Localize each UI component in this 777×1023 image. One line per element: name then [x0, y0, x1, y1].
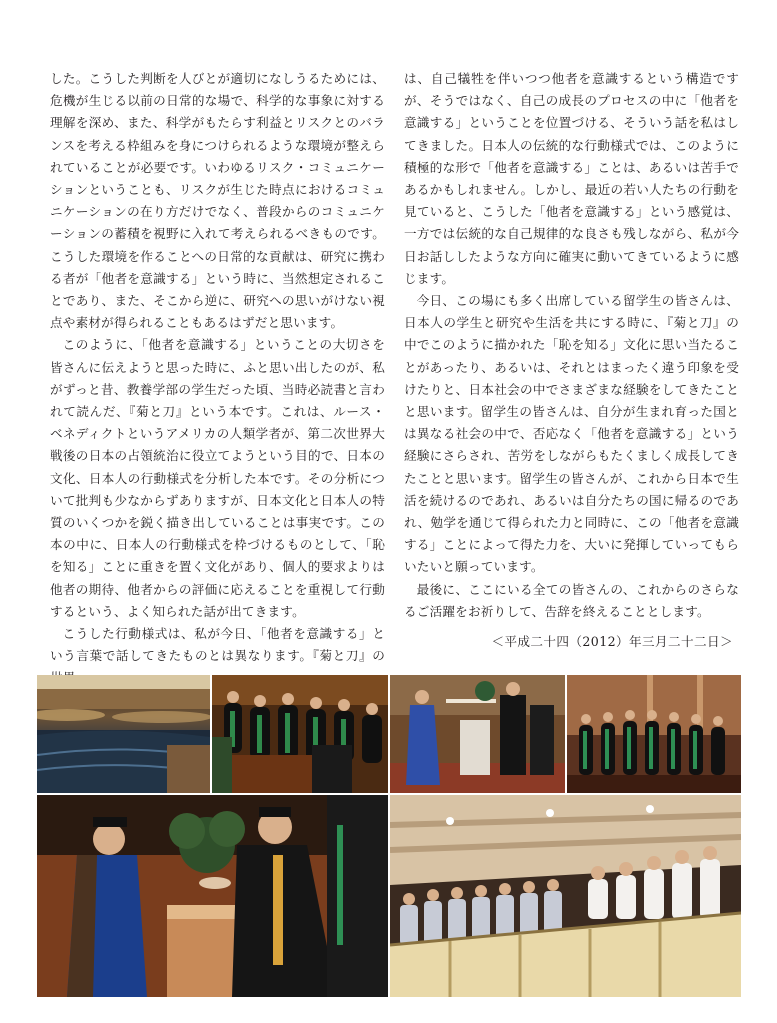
auditorium-hall-photo [37, 675, 210, 793]
paragraph: 今日、この場にも多く出席している留学生の皆さんは、日本人の学生と研究や生活を共にする時に、『菊と刀』の中でこのように描かれた「恥を知る」文化に思い当たることがあったり、あるいは、それとはまったく違う印象を受けたりと、日本社会の中でさまざまな経験をしてきたことと思います。留学生の皆さんは、自分が生まれ育った国とは異なる社会の中で、否応なく「他者を意識する」という経験にさらされ、苦労をしながらもたくましく成長してきたことと思います。留学生の皆さんが、これから日本で生活を続けるのであれ、あるいは自分たちの国に帰るのであれ、勉学を通じて得られた力と同時に、この「他者を意識する」ことによって得た力を、大いに発揮していってもらいたいと願っています。 [404, 293, 739, 575]
paragraph: このように、「他者を意識する」ということの大切さを皆さんに伝えようと思った時に、ふと思い出したのが、私がずっと昔、教養学部の学生だった頃、当時必読書と言われて読んだ、『菊と刀』という本です。これは、ルース・ベネディクトというアメリカの人類学者が、第二次世界大戦後の日本の占領統治に役立てようという目的で、日本の文化、日本人の行動様式を分析した本です。その分析について批判も少なからずありますが、日本文化と日本人の特質のいくつかを鋭く描き出していることは事実です。この本の中に、日本人の行動様式を枠づけるものとして、「恥を知る」ことに重きを置く文化があり、個人的要求よりは他者の期待、他者からの評価に応えることを重視して行動するという、よく知られた話が出てきます。 [50, 337, 385, 619]
article-left-column [50, 68, 385, 690]
paragraph: は、自己犠牲を伴いつつ他者を意識するという構造ですが、そうではなく、自己の成長のプロセスの中に「他者を意識する」ということを位置づける、そういう話を私はしてきました。日本人の伝統的な行動様式では、このように積極的な形で「他者を意識する」ことは、あるいは苦手であるかもしれません。しかし、最近の若い人たちの行動を見ていると、こうした「他者を意識する」という感覚は、一方では伝統的な自己規律的な良さも残しながら、私が今日お話ししたような方向に確実に動いてきているように感じます。 [404, 71, 739, 286]
speech-date: ＜平成二十四（2012）年三月二十二日＞ [491, 634, 733, 650]
paragraph: した。こうした判断を人びとが適切になしうるためには、危機が生じる以前の日常的な場で、科学的な事象に対する理解を深め、また、科学がもたらす利益とリスクとのバランスを考える枠組みを身につけられるような環境が整えられていることが必要です。いわゆるリスク・コミュニケーションということも、リスクが生じた時点におけるコミュニケーションの在り方だけでなく、普段からのコミュニケーションの蓄積を視野に入れて考えられるべきものです。こうした環境を作ることへの日常的な貢献は、研究に携わる者が「他者を意識する」という時に、当然想定されることであり、また、そこから逆に、研究への思いがけない視点や素材が得られることもあるはずだと思います。 [50, 71, 385, 331]
faculty-standing-row-photo [567, 675, 741, 793]
article-right-column [404, 68, 739, 653]
diploma-handover-photo [390, 675, 565, 793]
photo-collage [37, 675, 741, 997]
paragraph: こうした行動様式は、私が今日、「他者を意識する」という言葉で話してきたものとは異なります。『菊と刀』の [50, 626, 385, 664]
paragraph: 最後に、ここにいる全ての皆さんの、これからのさらなるご活躍をお祈りして、告辞を終えることとします。 [404, 581, 739, 619]
faculty-on-stage-photo [212, 675, 388, 793]
handshake-at-podium-photo [37, 795, 388, 997]
choir-on-balcony-photo [390, 795, 741, 997]
